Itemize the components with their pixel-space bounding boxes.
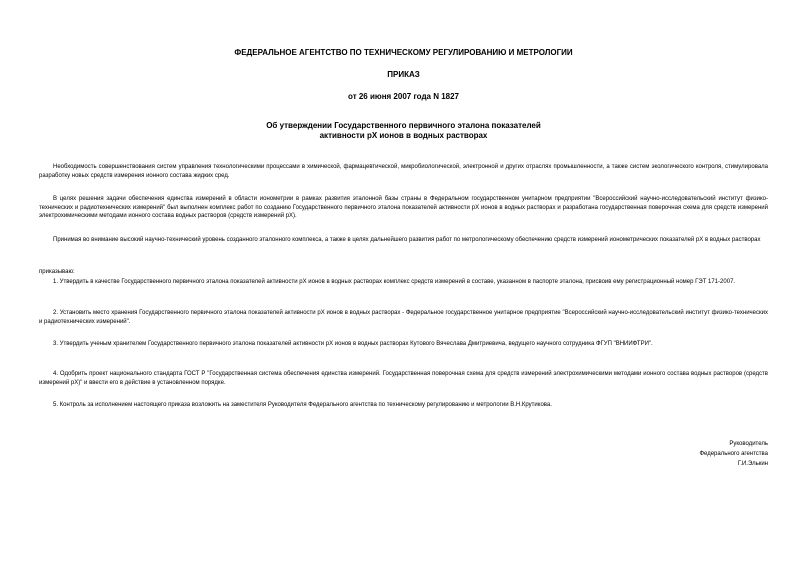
order-item: 5. Контроль за исполнением настоящего приказа возложить на заместителя Руководителя Федерального агентства по техническому регулированию и метрологии В.Н.Крутикова. bbox=[53, 402, 552, 408]
signatory-name: Г.И.Элькин bbox=[737, 461, 768, 467]
order-item: 2. Установить место хранения Государственного первичного эталона показателей активности pX ионов в водных растворах - Федеральное государственное унитарное предприятие "Всероссийский научно-исследовательский институт физико-технических и радиотехнических измерений". bbox=[39, 310, 768, 325]
preamble-paragraph: В целях решения задачи обеспечения единства измерений в области ионометрии в рамках развития эталонной базы страны в Федеральном государственном унитарном предприятии "Всероссийский научно-исследовательский институт физико-технических и радиотехнических измерений" был выполнен комплекс работ по созданию Государственного первичного эталона показателей активности pX ионов в водных растворах и разработана государственная поверочная схема для средств измерений электрохимическими методами ионного состава водных растворов (средств измерений pX). bbox=[39, 196, 768, 219]
signature-block bbox=[699, 439, 768, 469]
document-date-number: от 26 июня 2007 года N 1827 bbox=[348, 92, 459, 101]
agency-name: ФЕДЕРАЛЬНОЕ АГЕНТСТВО ПО ТЕХНИЧЕСКОМУ РЕГУЛИРОВАНИЮ И МЕТРОЛОГИИ bbox=[234, 48, 573, 57]
preamble-paragraph: Необходимость совершенствования систем управления технологическими процессами в химической, фармацевтической, микробиологической, электронной и других отраслях промышленности, а также систем экологического контроля, стимулировала разработку новых средств измерения ионного состава жидких сред. bbox=[39, 164, 768, 179]
document-title bbox=[160, 121, 647, 141]
order-item: 1. Утвердить в качестве Государственного первичного эталона показателей активности pX ионов в водных растворах комплекс средств измерений в составе, указанном в паспорте эталона, присвоив ему регистрационный номер ГЭТ 171-2007. bbox=[53, 279, 736, 285]
order-item: 4. Одобрить проект национального стандарта ГОСТ Р "Государственная система обеспечения единства измерений. Государственная поверочная схема для средств измерений электрохимическими методами ионного состава водных растворов (средств измерений pX)" и ввести его в действие в установленном порядке. bbox=[39, 371, 768, 386]
ordered-label: приказываю: bbox=[39, 269, 75, 275]
signatory-position: Руководитель bbox=[729, 441, 768, 447]
document-title-line-1: Об утверждении Государственного первичного эталона показателей bbox=[266, 121, 541, 130]
signatory-agency: Федерального агентства bbox=[699, 451, 768, 457]
order-item: 3. Утвердить ученым хранителем Государственного первичного эталона показателей активности pX ионов в водных растворах Кутового Вячеслава Дмитриевича, ведущего научного сотрудника ФГУП "ВНИИФТРИ". bbox=[53, 341, 653, 347]
document-title-line-2: активности pX ионов в водных растворах bbox=[319, 131, 488, 140]
preamble-paragraph: Принимая во внимание высокий научно-технический уровень созданного эталонного комплекса, а также в целях дальнейшего развития работ по метрологическому обеспечению средств измерений ионометрических показателей pX в водных растворах bbox=[53, 237, 761, 243]
document-type: ПРИКАЗ bbox=[387, 70, 420, 79]
